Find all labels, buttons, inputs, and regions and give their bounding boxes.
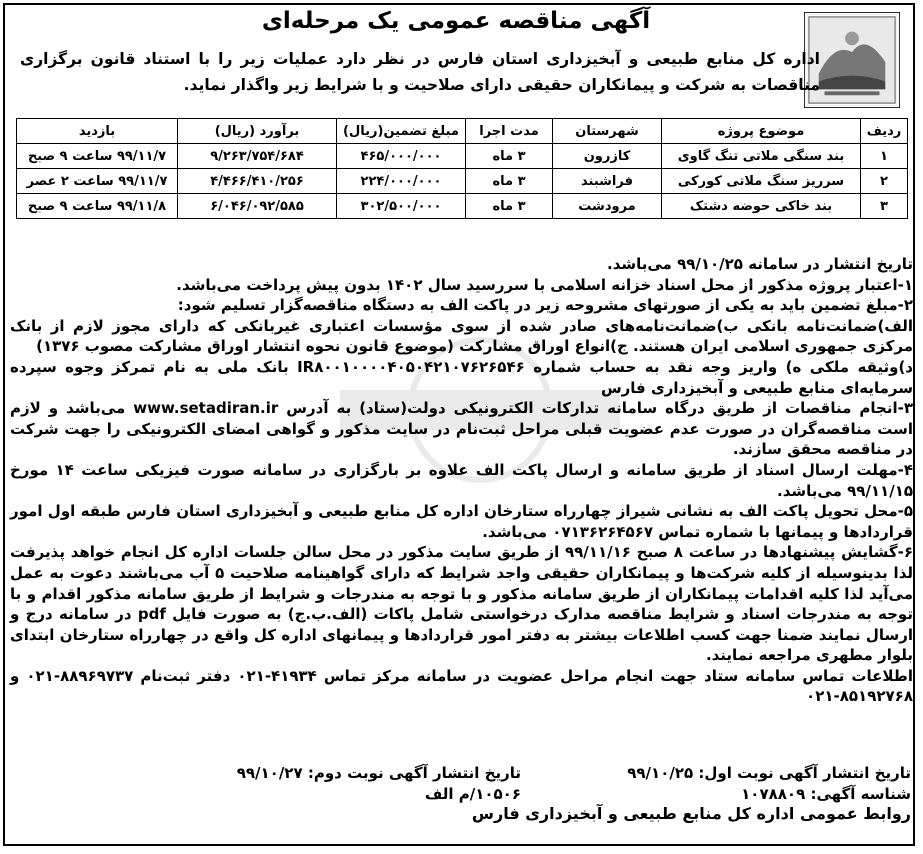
cell-visit: ۹۹/۱۱/۸ ساعت ۹ صبح (17, 194, 178, 219)
cell-duration: ۳ ماه (466, 144, 553, 169)
cell-project: سرریز سنگ ملاتی کورکی (662, 169, 861, 194)
cell-project: بند سنگی ملاتی تنگ گاوی (662, 144, 861, 169)
clause-4: ۴-مهلت ارسال اسناد از طریق سامانه و ارسال پاکت الف علاوه بر بارگزاری در سامانه صورت فیزیکی ساعت ۱۴ مورخ ۹۹/۱۱/۱۵ می‌باشد. (10, 460, 913, 500)
table-row (17, 144, 908, 169)
header (6, 6, 906, 114)
cell-row-number: ۲ (861, 169, 908, 194)
col-header-project: موضوع پروژه (662, 119, 861, 144)
col-header-visit: بازدید (17, 119, 178, 144)
col-header-guarantee: مبلغ تضمین(ریال) (337, 119, 466, 144)
first-publication-date: تاریخ انتشار آگهی نوبت اول: ۹۹/۱۰/۲۵ (627, 764, 911, 782)
cell-county: فراشبند (553, 169, 662, 194)
cell-guarantee: ۴۶۵/۰۰۰/۰۰۰ (337, 144, 466, 169)
cell-row-number: ۱ (861, 144, 908, 169)
cell-county: کازرون (553, 144, 662, 169)
clause-5: ۵-محل تحویل پاکت الف به نشانی شیراز چهارراه ستارخان اداره کل منابع طبیعی و آبخیزداری استان فارس طبقه اول امور قراردادها و پیمانها با شماره تماس ۰۷۱۳۶۲۶۴۵۶۷ می‌باشد. (10, 502, 913, 541)
clause-2-options: الف)ضمانت‌نامه بانکی ب)ضمانت‌نامه‌های صادر شده از سوی مؤسسات اعتباری غیربانکی که دارای مجوز لازم از بانک مرکزی جمهوری اسلامی ایران هستند. ج)انواع اوراق مشارکت (موضوع قانون نحوه انتشار اوراق مشارکت مصوب ۱۳۷۶) (10, 316, 913, 356)
cell-estimate: ۴/۴۶۶/۴۱۰/۲۵۶ (178, 169, 337, 194)
notice-body (10, 254, 913, 707)
cell-visit: ۹۹/۱۱/۷ ساعت ۲ عصر (17, 169, 178, 194)
notice-intro: اداره کل منابع طبیعی و آبخیزداری استان فارس در نظر دارد عملیات زیر را با استناد قانون برگزاری مناقصات به شرکت و پیمانکاران حقیقی دارای صلاحیت و با شرایط زیر واگذار نماید. (20, 50, 820, 94)
cell-estimate: ۶/۰۴۶/۰۹۲/۵۸۵ (178, 194, 337, 219)
clause-3: ۳-انجام مناقصات از طریق درگاه سامانه تدارکات الکترونیکی دولت(ستاد) به آدرس www.setadiran.ir می‌باشد و لازم است مناقصه‌گران در صورت عدم عضویت قبلی مراحل ثبت‌نام در سایت مذکور و گواهی امضای الکترونیکی را جهت شرکت در مناقصه محقق سازند. (10, 399, 913, 459)
publish-date-line: تاریخ انتشار در سامانه ۹۹/۱۰/۲۵ می‌باشد. (607, 255, 913, 273)
cell-project: بند خاکی حوضه دشتک (662, 194, 861, 219)
col-header-duration: مدت اجرا (466, 119, 553, 144)
notice-title: آگهی مناقصه عمومی یک مرحله‌ای (261, 8, 651, 34)
table-header-row (17, 119, 908, 144)
table-row (17, 194, 908, 219)
col-header-county: شهرستان (553, 119, 662, 144)
table-row (17, 169, 908, 194)
clause-2: ۲-مبلغ تضمین باید به یکی از صورتهای مشروحه زیر در پاکت الف به دستگاه مناقصه‌گزار تسلیم شود: (177, 296, 913, 315)
reference-code: ۱۰۵۰۶/م الف (424, 785, 521, 803)
clause-6: ۶-گشایش پیشنهادها در ساعت ۸ صبح ۹۹/۱۱/۱۶ از طریق سایت مذکور در محل سالن جلسات اداره کل انجام خواهد پذیرفت لذا بدینوسیله از کلیه شرکت‌ها و پیمانکاران حقیقی واجد شرایط که دارای گواهینامه صلاحیت ۵ آب می‌باشند دعوت به عمل می‌آید لذا کلیه اقدامات پیمانکاران از طریق سامانه مذکور و با توجه به مندرجات و شرایط از طریق سامانه مذکور اقدام و با توجه به مندرجات اسناد و شرایط مناقصه مدارک درخواستی شامل پاکات (الف.ب.ج) به صورت فایل pdf در سامانه درج و ارسال نمایند ضمنا جهت کسب اطلاعات بیشتر به دفتر امور قراردادها و پیمانهای اداره کل واقع در چهارراه ستارخان ابتدای بلوار مطهری مراجعه نمایند. (10, 543, 913, 665)
signature: روابط عمومی اداره کل منابع طبیعی و آبخیزداری فارس (471, 804, 911, 823)
cell-visit: ۹۹/۱۱/۷ ساعت ۹ صبح (17, 144, 178, 169)
col-header-row-number: ردیف (861, 119, 908, 144)
col-header-estimate: برآورد (ریال) (178, 119, 337, 144)
cell-guarantee: ۲۲۴/۰۰۰/۰۰۰ (337, 169, 466, 194)
cell-estimate: ۹/۲۶۳/۷۵۴/۶۸۴ (178, 144, 337, 169)
ad-identifier: شناسه آگهی: ۱۰۷۸۸۰۹ (741, 785, 911, 803)
cell-duration: ۳ ماه (466, 194, 553, 219)
cell-guarantee: ۳۰۲/۵۰۰/۰۰۰ (337, 194, 466, 219)
contact-info: اطلاعات تماس سامانه ستاد جهت انجام مراحل عضویت در سامانه مرکز تماس ۴۱۹۳۴-۰۲۱ دفتر ثبت‌نام ۸۸۹۶۹۷۳۷-۰۲۱ و ۸۵۱۹۲۷۶۸-۰۲۱ (10, 666, 913, 706)
clause-2-deposit: د)وثیقه ملکی ه) واریز وجه نقد به حساب شماره IR۸۰۰۱۰۰۰۰۴۰۵۰۴۲۱۰۷۶۲۶۵۴۶ بانک ملی به نام تمرکز وجوه سپرده سرمایه‌ای منابع طبیعی و آبخیزداری فارس (10, 357, 913, 397)
second-publication-date: تاریخ انتشار آگهی نوبت دوم: ۹۹/۱۰/۲۷ (236, 764, 521, 782)
cell-duration: ۳ ماه (466, 169, 553, 194)
cell-row-number: ۳ (861, 194, 908, 219)
clause-1: ۱-اعتبار پروژه مذکور از محل اسناد خزانه اسلامی با سررسید سال ۱۴۰۲ بدون پیش پرداخت می‌باشد. (176, 275, 913, 294)
projects-table (16, 118, 908, 219)
cell-county: مرودشت (553, 194, 662, 219)
